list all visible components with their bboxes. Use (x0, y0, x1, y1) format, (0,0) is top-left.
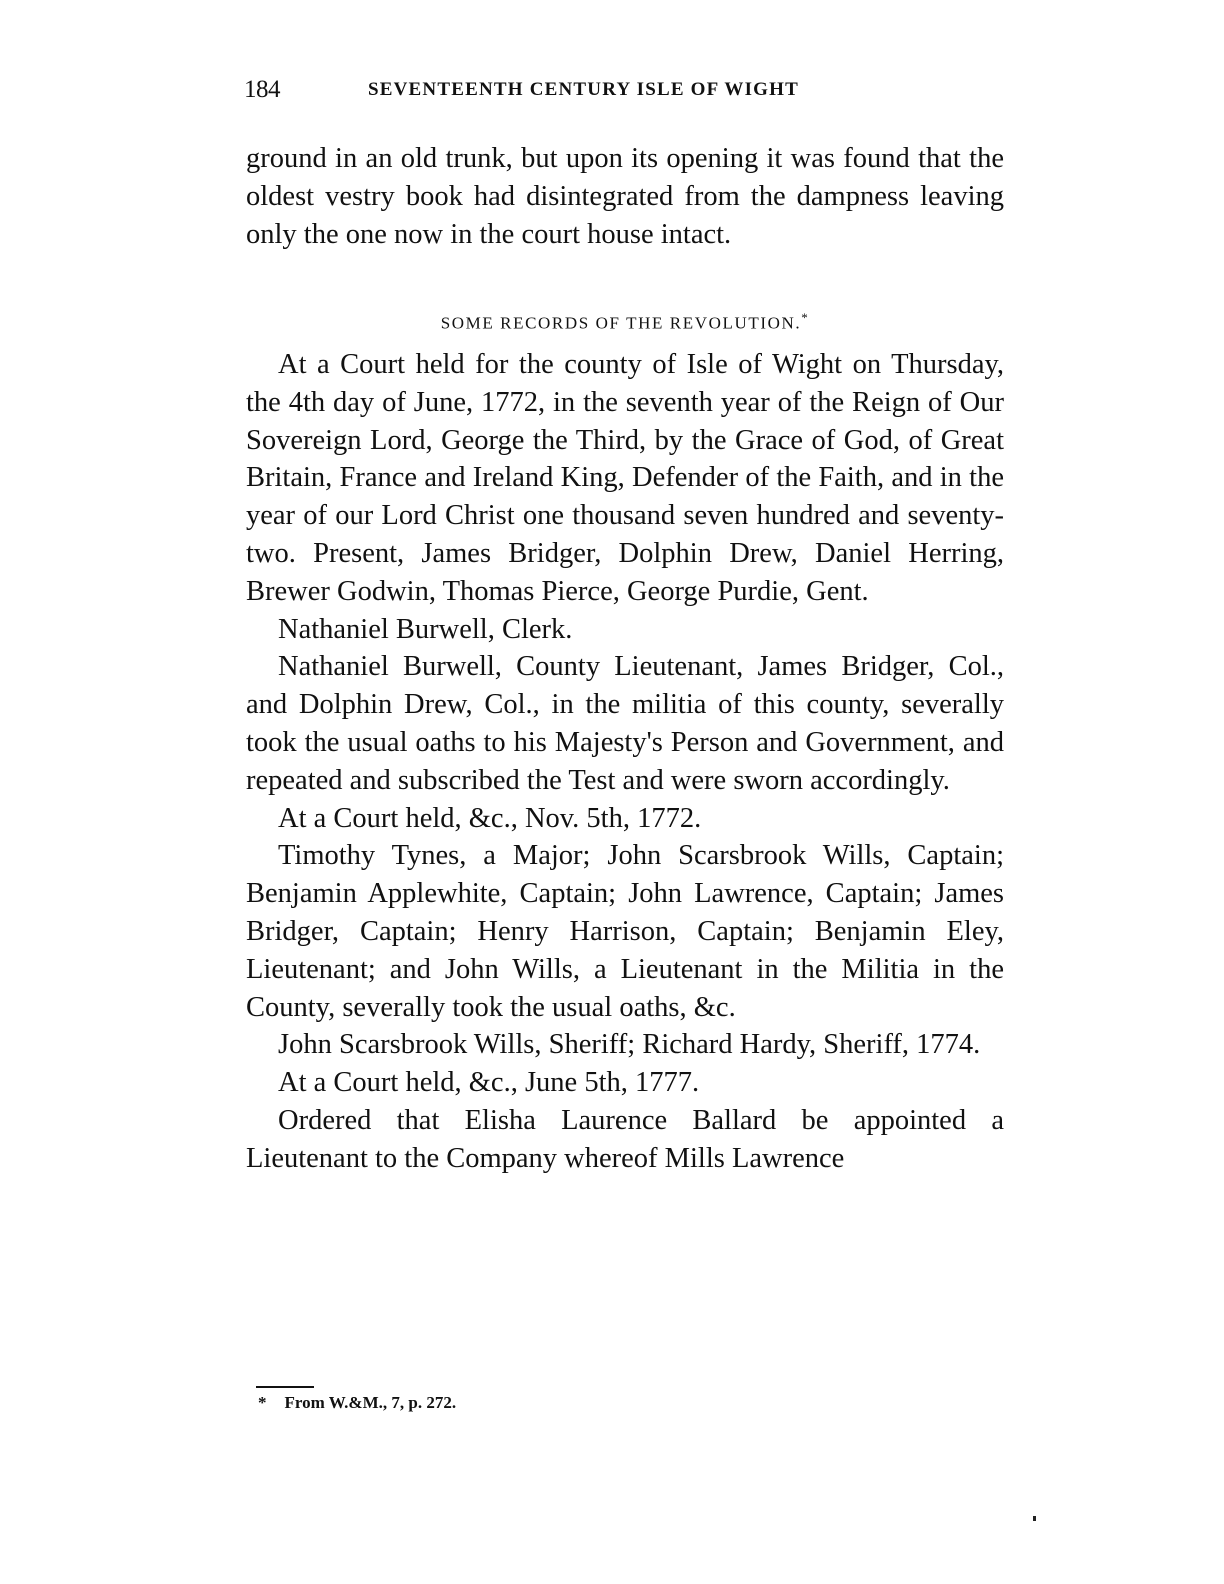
footnote-marker: * (258, 1393, 267, 1412)
paragraph: Nathaniel Burwell, Clerk. (278, 613, 573, 645)
paragraph: John Scarsbrook Wills, Sheriff; Richard Hardy, Sheriff, 1774. (278, 1029, 981, 1061)
paragraph: At a Court held for the county of Isle of Wight on Thursday, the 4th day of June, 1772, in the seventh year of the Reign of Our Sovereign Lord, George the Third, by the Grace of God, of Great Britain, France and Ireland King, Defender of the Faith, and in the year of our Lord Christ one thousand seven hundred and seventy-two. Present, James Bridger, Dolphin Drew, Daniel Herring, Brewer Godwin, Thomas Pierce, George Purdie, Gent. (246, 349, 1004, 607)
paragraph: At a Court held, &c., Nov. 5th, 1772. (278, 802, 702, 834)
intro-text (246, 140, 1004, 253)
page-number: 184 (244, 76, 280, 103)
running-title: SEVENTEENTH CENTURY ISLE OF WIGHT (368, 79, 799, 100)
section-heading (246, 310, 1004, 334)
section-body (246, 346, 1004, 1178)
paragraph: Timothy Tynes, a Major; John Scarsbrook Wills, Captain; Benjamin Applewhite, Captain; John Lawrence, Captain; James Bridger, Captain; Henry Harrison, Captain; Benjamin Eley, Lieutenant; and John Wills, a Lieutenant in the Militia in the County, severally took the usual oaths, &c. (246, 840, 1004, 1023)
scan-speck (1033, 1516, 1036, 1521)
paragraph: ground in an old trunk, but upon its opening it was found that the oldest vestry book had disintegrated from the dampness leaving only the one now in the court house intact. (246, 143, 1004, 250)
running-head (244, 76, 1004, 106)
paragraph: Nathaniel Burwell, County Lieutenant, James Bridger, Col., and Dolphin Drew, Col., in the militia of this county, severally took the usual oaths to his Majesty's Person and Government, and repeated and subscribed the Test and were sworn accordingly. (246, 651, 1004, 796)
footnote-reference[interactable]: * (801, 310, 810, 325)
paragraph: At a Court held, &c., June 5th, 1777. (278, 1067, 700, 1099)
footnote-divider (256, 1386, 314, 1388)
section-heading-text: SOME RECORDS OF THE REVOLUTION. (440, 313, 802, 333)
paragraph: Ordered that Elisha Laurence Ballard be appointed a Lieutenant to the Company whereof Mills Lawrence (246, 1104, 1004, 1174)
footnote (258, 1393, 456, 1413)
footnote-text: From W.&M., 7, p. 272. (284, 1393, 457, 1412)
